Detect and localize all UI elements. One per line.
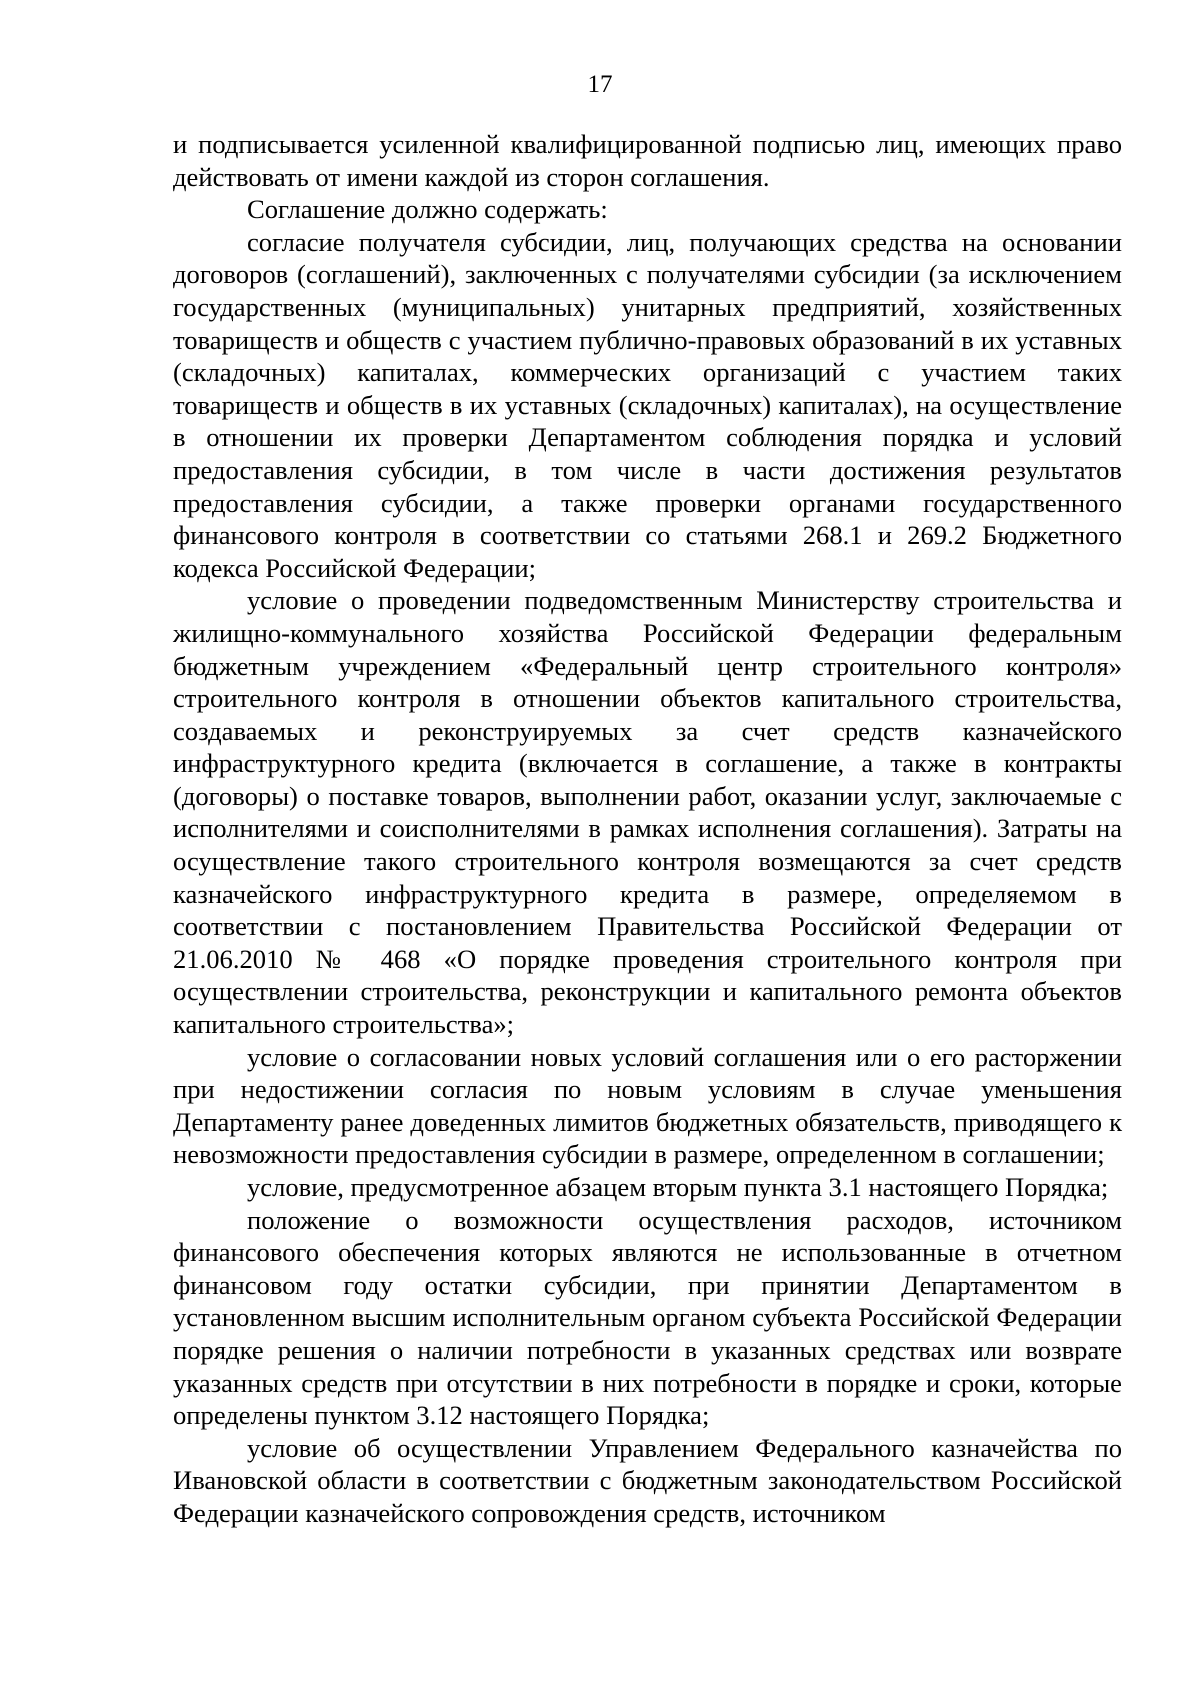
paragraph-1: и подписывается усиленной квалифицированной подписью лиц, имеющих право действовать от имени каждой из сторон соглашения. (173, 129, 1122, 192)
document-body (173, 128, 1122, 1530)
page-number: 17 (587, 71, 613, 98)
paragraph-5: условие о согласовании новых условий соглашения или о его расторжении при недостижении согласия по новым условиям в случае уменьшения Департаменту ранее доведенных лимитов бюджетных обязательств, приводящего к невозможности предоставления субсидии в размере, определенном в соглашении; (173, 1041, 1122, 1170)
paragraph-4: условие о проведении подведомственным Министерству строительства и жилищно-коммунального хозяйства Российской Федерации федеральным бюджетным учреждением «Федеральный центр строительного контроля» строительного контроля в отношении объектов капитального строительства, создаваемых и реконструируемых за счет средств казначейского инфраструктурного кредита (включается в соглашение, а также в контракты (договоры) о поставке товаров, выполнении работ, оказании услуг, заключаемые с исполнителями и соисполнителями в рамках исполнения соглашения). Затраты на осуществление такого строительного контроля возмещаются за счет средств казначейского инфраструктурного кредита в размере, определяемом в соответствии с постановлением Правительства Российской Федерации от 21.06.2010 № 468 «О порядке проведения строительного контроля при осуществлении строительства, реконструкции и капитального ремонта объектов капитального строительства»; (173, 585, 1122, 1040)
paragraph-3: согласие получателя субсидии, лиц, получающих средства на основании договоров (соглашений), заключенных с получателями субсидии (за исключением государственных (муниципальных) унитарных предприятий, хозяйственных товариществ и обществ с участием публично-правовых образований в их уставных (складочных) капиталах, коммерческих организаций с участием таких товариществ и обществ в их уставных (складочных) капиталах), на осуществление в отношении их проверки Департаментом соблюдения порядка и условий предоставления субсидии, в том числе в части достижения результатов предоставления субсидии, а также проверки органами государственного финансового контроля в соответствии со статьями 268.1 и 269.2 Бюджетного кодекса Российской Федерации; (173, 226, 1122, 583)
paragraph-2: Соглашение должно содержать: (247, 194, 608, 225)
paragraph-7: положение о возможности осуществления расходов, источником финансового обеспечения которых являются не использованные в отчетном финансовом году остатки субсидии, при принятии Департаментом в установленном высшим исполнительным органом субъекта Российской Федерации порядке решения о наличии потребности в указанных средствах или возврате указанных средств при отсутствии в них потребности в порядке и сроки, которые определены пунктом 3.12 настоящего Порядка; (173, 1204, 1122, 1431)
paragraph-8: условие об осуществлении Управлением Федерального казначейства по Ивановской области в соответствии с бюджетным законодательством Российской Федерации казначейского сопровождения средств, источником (173, 1432, 1122, 1528)
paragraph-6: условие, предусмотренное абзацем вторым пункта 3.1 настоящего Порядка; (247, 1172, 1109, 1202)
